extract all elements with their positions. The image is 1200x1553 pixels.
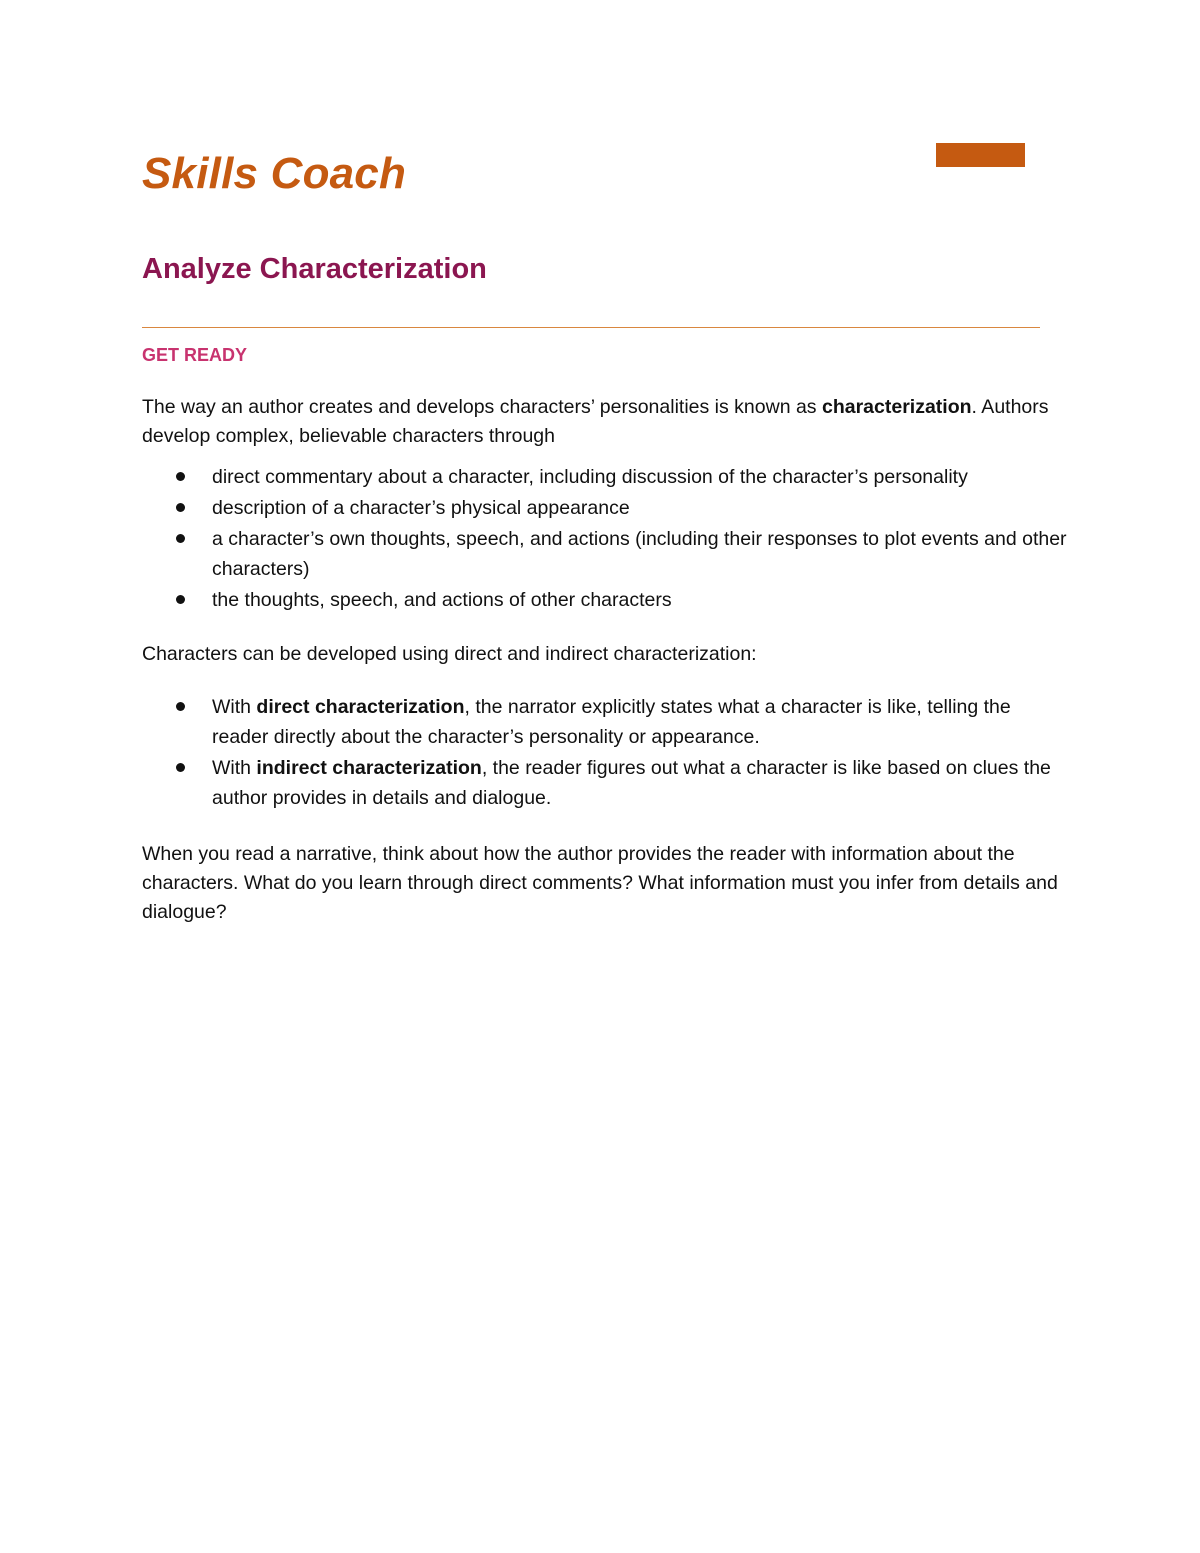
types-intro-paragraph: Characters can be developed using direct and indirect characterization: xyxy=(142,643,757,665)
type-text: , the narrator explicitly states what a character is like, telling the reader directly about the character’s personality or appearance. xyxy=(212,696,1011,748)
type-term: indirect characterization xyxy=(256,757,482,779)
list-item xyxy=(142,753,1072,813)
list-item xyxy=(142,493,1072,523)
type-text: , the reader figures out what a character is like based on clues the author provides in details and dialogue. xyxy=(212,757,1051,809)
list-item-text: a character’s own thoughts, speech, and actions (including their responses to plot events and other characters) xyxy=(212,528,1067,580)
bullet-icon xyxy=(176,763,185,772)
list-item-text: direct commentary about a character, including discussion of the character’s personality xyxy=(212,466,968,488)
bullet-icon xyxy=(176,472,185,481)
list-item-text: description of a character’s physical appearance xyxy=(212,497,630,519)
bullet-icon xyxy=(176,534,185,543)
closing-paragraph: When you read a narrative, think about how the author provides the reader with information about the characters. What do you learn through direct comments? What information must you infer from details and dialogue? xyxy=(142,843,1058,923)
intro-paragraph xyxy=(142,393,1072,451)
type-prefix: With xyxy=(212,696,257,718)
section-heading: GET READY xyxy=(142,345,248,365)
intro-text-part2: . Authors develop complex, believable characters through xyxy=(142,396,1049,447)
list-item xyxy=(142,692,1072,752)
type-term: direct characterization xyxy=(256,696,465,718)
lesson-title: Analyze Characterization xyxy=(142,253,487,285)
accent-block xyxy=(936,143,1025,167)
brand-title: Skills Coach xyxy=(142,149,407,198)
list-item-text: the thoughts, speech, and actions of other characters xyxy=(212,589,672,611)
bullet-icon xyxy=(176,503,185,512)
type-prefix: With xyxy=(212,757,257,779)
list-item xyxy=(142,524,1072,584)
bullet-icon xyxy=(176,595,185,604)
section-divider xyxy=(142,327,1040,328)
list-item xyxy=(142,462,1072,492)
intro-term: characterization xyxy=(821,396,972,418)
intro-text-part1: The way an author creates and develops characters’ personalities is known as xyxy=(142,396,822,418)
characterization-types-list xyxy=(142,692,1072,814)
list-item xyxy=(142,585,1072,615)
bullet-icon xyxy=(176,702,185,711)
characterization-methods-list xyxy=(142,462,1072,616)
